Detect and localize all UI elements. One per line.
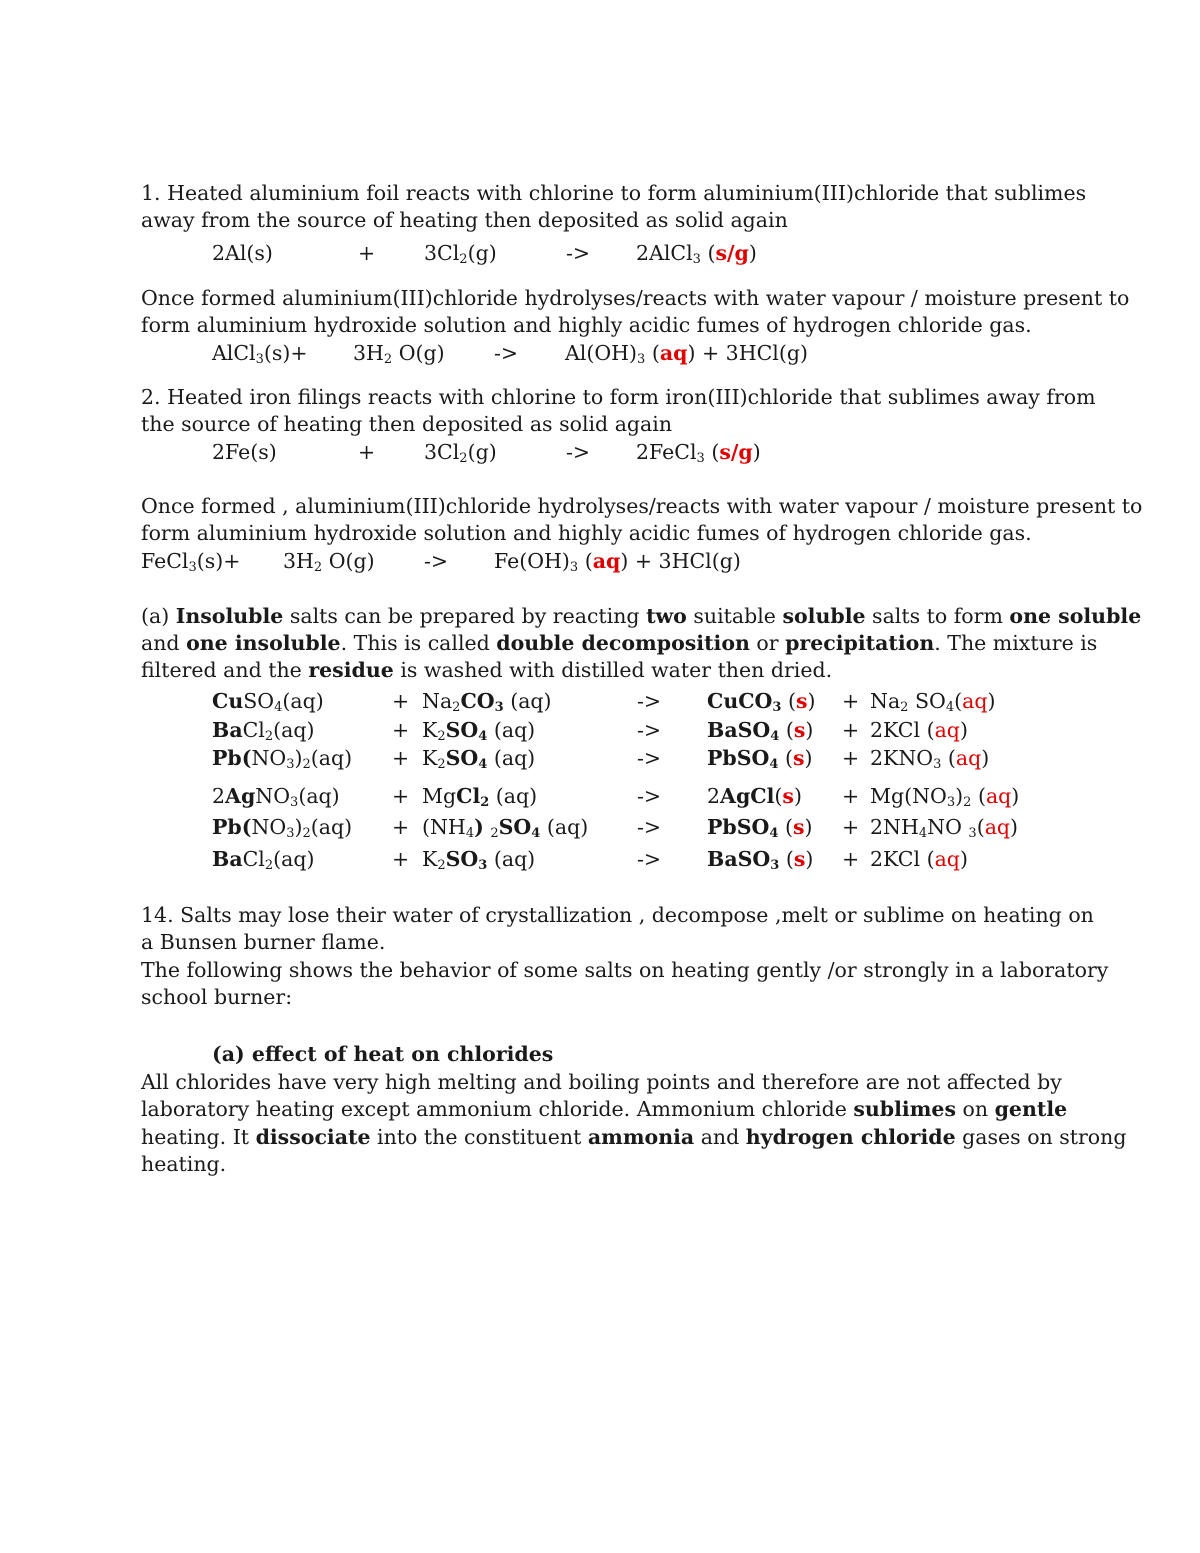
precip-product-1: BaSO$_4$ (s)	[707, 718, 814, 744]
section2-para-line1: 2. Heated iron filings reacts with chlorine to form iron(III)chloride that sublimes away from	[141, 385, 1096, 409]
precip-plus: +	[842, 815, 860, 839]
section1-para-line2: away from the source of heating then deposited as solid again	[141, 208, 788, 232]
precip-plus: +	[842, 746, 860, 770]
precip-product-1: PbSO$_4$ (s)	[707, 815, 813, 841]
precipitation-line1: (a) Insoluble salts can be prepared by reacting two suitable soluble salts to form one soluble	[141, 604, 1142, 628]
precip-reactant-1: $Pb(NO_3)_2(aq)$	[212, 815, 353, 841]
section1-hydrolysis-line1: Once formed aluminium(III)chloride hydrolyses/reacts with water vapour / moisture present to	[141, 286, 1130, 310]
section1-hydrolysis-line2: form aluminium hydroxide solution and highly acidic fumes of hydrogen chloride gas.	[141, 313, 1032, 337]
section14-line3: The following shows the behavior of some salts on heating gently /or strongly in a laboratory	[141, 958, 1109, 982]
precip-reactant-2: $K_2SO_4$ (aq)	[422, 746, 536, 772]
section14-line4: school burner:	[141, 985, 293, 1009]
chlorides-line1: All chlorides have very high melting and boiling points and therefore are not affected by	[141, 1070, 1062, 1094]
eq-reactant: $3Cl_2(g)$	[424, 241, 497, 267]
eq-product: 2FeCl$_3$ (s/g)	[636, 440, 761, 466]
precip-plus: +	[392, 689, 410, 713]
eq-plus: +	[358, 241, 376, 265]
section14-line2: a Bunsen burner flame.	[141, 930, 386, 954]
precip-plus: +	[392, 746, 410, 770]
precip-product-2: 2KCl (aq)	[870, 847, 968, 871]
eq-reactant: $3H_2$ O(g)	[283, 549, 375, 575]
section2-para-line2: the source of heating then deposited as solid again	[141, 412, 673, 436]
precip-reactant-2: $Na_2CO_3$ (aq)	[422, 689, 552, 715]
precip-arrow: ->	[637, 847, 662, 871]
precipitation-line2: and one insoluble. This is called double decomposition or precipitation. The mixture is	[141, 631, 1098, 655]
precip-plus: +	[842, 784, 860, 808]
eq-plus: +	[358, 440, 376, 464]
chlorides-line3: heating. It dissociate into the constituent ammonia and hydrogen chloride gases on strong	[141, 1125, 1127, 1149]
chlorides-line4: heating.	[141, 1152, 227, 1176]
precip-arrow: ->	[637, 746, 662, 770]
precip-product-2: $Mg(NO_3)_2$ (aq)	[870, 784, 1020, 810]
eq-arrow: ->	[494, 341, 519, 365]
chlorides-heading: (a) effect of heat on chlorides	[212, 1042, 554, 1066]
precip-plus: +	[392, 784, 410, 808]
precip-plus: +	[842, 689, 860, 713]
precip-product-1: 2AgCl(s)	[707, 784, 802, 808]
precip-plus: +	[842, 847, 860, 871]
eq-product: $Fe(OH)_3$ (aq) + 3HCl(g)	[494, 549, 741, 575]
precip-reactant-2: $(NH_4)$ $_2SO_4$ (aq)	[422, 815, 589, 841]
precipitation-line3: filtered and the residue is washed with distilled water then dried.	[141, 658, 833, 682]
precip-reactant-2: MgCl$_2$ (aq)	[422, 784, 538, 810]
precip-plus: +	[842, 718, 860, 742]
section1-para-line1: 1. Heated aluminium foil reacts with chlorine to form aluminium(III)chloride that sublimes	[141, 181, 1087, 205]
precip-arrow: ->	[637, 718, 662, 742]
eq-arrow: ->	[424, 549, 449, 573]
eq-reactant: $3Cl_2(g)$	[424, 440, 497, 466]
precip-reactant-1: BaCl$_2$(aq)	[212, 718, 315, 744]
section2-hydrolysis-line2: form aluminium hydroxide solution and highly acidic fumes of hydrogen chloride gas.	[141, 521, 1032, 545]
precip-reactant-2: $K_2SO_3$ (aq)	[422, 847, 536, 873]
eq-reactant: $3H_2$ O(g)	[353, 341, 445, 367]
precip-product-1: CuCO$_3$ (s)	[707, 689, 816, 715]
chlorides-line2: laboratory heating except ammonium chloride. Ammonium chloride sublimes on gentle	[141, 1097, 1068, 1121]
precip-product-2: $2KNO_3$ (aq)	[870, 746, 990, 772]
precip-product-1: BaSO$_3$ (s)	[707, 847, 814, 873]
precip-product-1: PbSO$_4$ (s)	[707, 746, 813, 772]
precip-arrow: ->	[637, 784, 662, 808]
precip-arrow: ->	[637, 815, 662, 839]
section2-hydrolysis-line1: Once formed , aluminium(III)chloride hydrolyses/reacts with water vapour / moisture present to	[141, 494, 1143, 518]
precip-product-2: $2NH_4NO$ $_3$(aq)	[870, 815, 1019, 841]
precip-reactant-1: $Pb(NO_3)_2(aq)$	[212, 746, 353, 772]
section14-line1: 14. Salts may lose their water of crystallization , decompose ,melt or sublime on heating on	[141, 903, 1094, 927]
eq-reactant: 2Fe(s)	[212, 440, 277, 464]
eq-product: 2AlCl$_3$ (s/g)	[636, 241, 757, 267]
precip-reactant-1: BaCl$_2$(aq)	[212, 847, 315, 873]
precip-arrow: ->	[637, 689, 662, 713]
eq-product: $Al(OH)_3$ (aq) + 3HCl(g)	[565, 341, 808, 367]
precip-reactant-1: 2AgNO$_3$(aq)	[212, 784, 340, 810]
precip-product-2: $Na_2$ $SO_4(aq)$	[870, 689, 996, 715]
eq-reactant: 2Al(s)	[212, 241, 273, 265]
precip-product-2: 2KCl (aq)	[870, 718, 968, 742]
precip-plus: +	[392, 718, 410, 742]
eq-reactant: AlCl$_3$(s)+	[212, 341, 308, 367]
precip-reactant-2: $K_2SO_4$ (aq)	[422, 718, 536, 744]
precip-plus: +	[392, 815, 410, 839]
eq-arrow: ->	[566, 241, 591, 265]
precip-reactant-1: CuSO$_4$(aq)	[212, 689, 324, 715]
precip-plus: +	[392, 847, 410, 871]
eq-arrow: ->	[566, 440, 591, 464]
eq-reactant: FeCl$_3$(s)+	[141, 549, 241, 575]
